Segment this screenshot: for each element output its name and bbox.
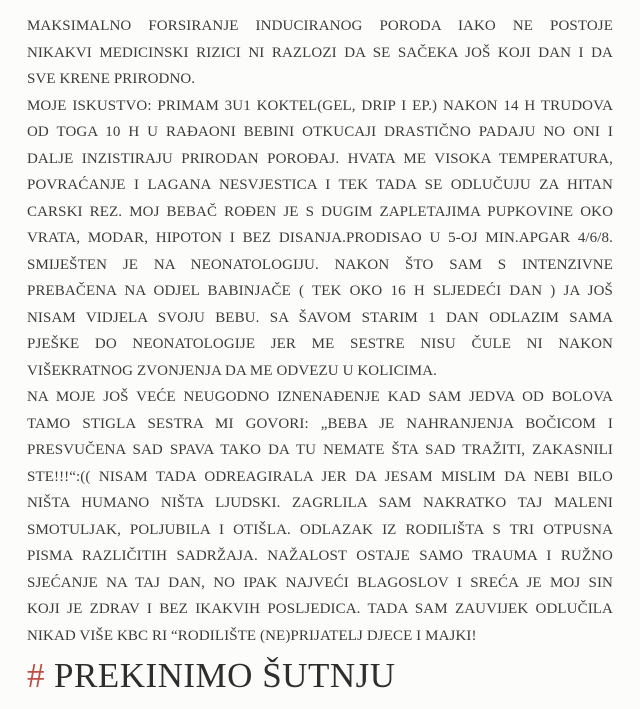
- text-line: CARSKI REZ. MOJ BEBAČ ROĐEN JE S DUGIM ZAPLETAJIMA PUPKOVINE OKO: [27, 203, 613, 220]
- text-line: NIKAKVI MEDICINSKI RIZICI NI RAZLOZI DA SE SAČEKA JOŠ KOJI DAN I DA: [27, 44, 613, 61]
- text-line: SMOTULJAK, POLJUBILA I OTIŠLA. ODLAZAK IZ RODILIŠTA S TRI OTPUSNA: [27, 521, 613, 538]
- text-line: SMIJEŠTEN JE NA NEONATOLOGIJU. NAKON ŠTO SAM S INTENZIVNE: [27, 256, 613, 273]
- text-line: PJEŠKE DO NEONATOLOGIJE JER ME SESTRE NISU ČULE NI NAKON: [27, 336, 613, 352]
- text-line: MOJE ISKUSTVO: PRIMAM 3U1 KOKTEL(GEL, DRIP I EP.) NAKON 14 H TRUDOVA: [27, 97, 613, 114]
- text-line: DALJE INZISTIRAJU PRIRODAN POROĐAJ. HVATA ME VISOKA TEMPERATURA,: [27, 150, 613, 167]
- text-line: NA MOJE JOŠ VEĆE NEUGODNO IZNENAĐENJE KAD SAM JEDVA OD BOLOVA: [27, 389, 613, 405]
- text-line: NIKAD VIŠE KBC RI “RODILIŠTE (NE)PRIJATELJ DJECE I MAJKI!: [27, 627, 477, 644]
- text-line: KOJI JE ZDRAV I BEZ IKAKVIH POSLJEDICA. TADA SAM ZAUVIJEK ODLUČILA: [27, 601, 613, 617]
- text-line: OD TOGA 10 H U RAĐAONI BEBINI OTKUCAJI DRASTIČNO PADAJU NO ONI I: [27, 124, 613, 140]
- text-line: PREBAČENA NA ODJEL BABINJAČE ( TEK OKO 16 H SLJEDEĆI DAN ) JA JOŠ: [27, 283, 613, 299]
- text-line: SVE KRENE PRIRODNO.: [27, 71, 196, 87]
- text-line: TAMO STIGLA SESTRA MI GOVORI: „BEBA JE NAHRANJENJA BOČICOM I: [27, 415, 613, 432]
- document-body: [27, 13, 613, 649]
- text-line: SJEĆANJE NA TAJ DAN, NO IPAK NAJVEĆI BLAGOSLOV I SREĆA JE MOJ SIN: [27, 574, 613, 591]
- text-line: NISAM VIDJELA SVOJU BEBU. SA ŠAVOM STARIM 1 DAN ODLAZIM SAMA: [27, 309, 613, 326]
- text-line: MAKSIMALNO FORSIRANJE INDUCIRANOG PORODA IAKO NE POSTOJE: [27, 18, 613, 34]
- text-line: PRESVUČENA SAD SPAVA TAKO DA TU NEMATE ŠTA SAD TRAŽITI, ZAKASNILI: [27, 442, 613, 458]
- hashtag-heading-text: PREKINIMO ŠUTNJU: [54, 656, 396, 695]
- text-line: NIŠTA HUMANO NIŠTA LJUDSKI. ZAGRLILA SAM NAKRATKO TAJ MALENI: [27, 495, 613, 511]
- text-line: VIŠEKRATNOG ZVONJENJA DA ME ODVEZU U KOLICIMA.: [27, 362, 438, 379]
- text-line: STE!!!“:(( NISAM TADA ODREAGIRALA JER DA JESAM MISLIM DA NEBI BILO: [27, 468, 613, 485]
- text-line: VRATA, MODAR, HIPOTON I BEZ DISANJA.PRODISAO U 5-OJ MIN.APGAR 4/6/8.: [27, 230, 613, 246]
- text-line: PISMA RAZLIČITIH SADRŽAJA. NAŽALOST OSTAJE SAMO TRAUMA I RUŽNO: [27, 548, 613, 564]
- text-line: POVRAĆANJE I LAGANA NESVJESTICA I TEK TADA SE ODLUČUJU ZA HITAN: [27, 177, 613, 193]
- hashtag-symbol: #: [27, 656, 45, 695]
- hashtag-heading: [27, 656, 613, 696]
